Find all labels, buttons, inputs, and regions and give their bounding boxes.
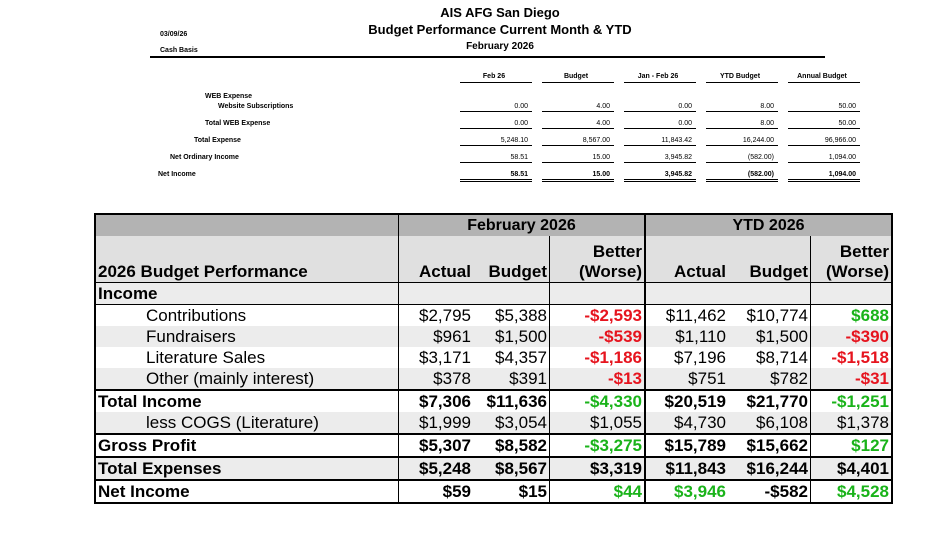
cell: $378 bbox=[399, 368, 474, 390]
report-row-label: Total Expense bbox=[194, 136, 241, 144]
report-col-header: YTD Budget bbox=[706, 70, 778, 83]
report-header-rule bbox=[150, 56, 825, 58]
cell: $15 bbox=[473, 480, 550, 503]
cell: -$539 bbox=[550, 326, 646, 347]
cell: $10,774 bbox=[728, 305, 811, 327]
report-row-label: Net Income bbox=[158, 171, 196, 179]
col-actual-ytd: Actual bbox=[645, 236, 728, 283]
cell: $688 bbox=[811, 305, 893, 327]
cell: $5,248 bbox=[399, 457, 474, 480]
col-better-ytd-line2: (Worse) bbox=[826, 262, 889, 281]
report-cell: 96,966.00 bbox=[788, 135, 860, 146]
cell: $1,110 bbox=[645, 326, 728, 347]
row-label: Contributions bbox=[95, 305, 399, 327]
table-row-total-income bbox=[95, 390, 892, 412]
report-row bbox=[150, 118, 860, 129]
cell: $3,171 bbox=[419, 347, 471, 367]
cell: $8,714 bbox=[728, 347, 811, 368]
report-cell: (582.00) bbox=[706, 152, 778, 163]
cell: $4,357 bbox=[473, 347, 550, 368]
budget-summary-table bbox=[94, 213, 893, 504]
cell: $15,662 bbox=[728, 434, 811, 457]
summary-band-row bbox=[95, 214, 892, 236]
band-ytd: YTD 2026 bbox=[645, 214, 892, 236]
summary-header-row bbox=[95, 236, 892, 283]
report-cell: 1,094.00 bbox=[788, 169, 860, 181]
cell: $1,500 bbox=[728, 326, 811, 347]
col-budget: Budget bbox=[473, 236, 550, 283]
cell: $44 bbox=[550, 480, 646, 503]
report-cell: 50.00 bbox=[788, 118, 860, 129]
section-income-row bbox=[95, 283, 892, 305]
row-label: Total Expenses bbox=[95, 457, 399, 480]
report-cell: 15.00 bbox=[542, 152, 614, 163]
report-col-header: Feb 26 bbox=[460, 70, 532, 83]
table-row bbox=[95, 305, 892, 327]
cell: $1,055 bbox=[550, 412, 646, 434]
row-label: less COGS (Literature) bbox=[95, 412, 399, 434]
cell: $1,378 bbox=[811, 412, 893, 434]
report-cell: 8.00 bbox=[706, 118, 778, 129]
cell: $3,946 bbox=[645, 480, 728, 503]
cell: $3,319 bbox=[550, 457, 646, 480]
report-col-header: Budget bbox=[542, 70, 614, 83]
section-income: Income bbox=[95, 283, 399, 305]
cell: -$1,186 bbox=[550, 347, 646, 368]
report-cell: (582.00) bbox=[706, 169, 778, 181]
row-label: Total Income bbox=[95, 390, 399, 412]
cell: $8,582 bbox=[473, 434, 550, 457]
report-cell: 8,567.00 bbox=[542, 135, 614, 146]
cell: -$1,251 bbox=[811, 390, 893, 412]
report-cell: 3,945.82 bbox=[624, 169, 696, 181]
report-cell: 11,843.42 bbox=[624, 135, 696, 146]
report-row bbox=[150, 91, 860, 101]
cell: -$13 bbox=[550, 368, 646, 390]
cell: -$582 bbox=[728, 480, 811, 503]
cell: $11,636 bbox=[473, 390, 550, 412]
report-row-label: Website Subscriptions bbox=[218, 102, 294, 110]
cell: $3,054 bbox=[473, 412, 550, 434]
report-row-label: Total WEB Expense bbox=[205, 119, 271, 127]
report-row bbox=[150, 101, 860, 112]
table-row bbox=[95, 347, 892, 368]
col-better-worse bbox=[550, 236, 646, 283]
cell: $1,999 bbox=[399, 412, 474, 434]
report-row bbox=[150, 152, 860, 163]
report-row-label: Net Ordinary Income bbox=[170, 153, 239, 161]
report-cell: 58.51 bbox=[460, 169, 532, 181]
report-cell: 50.00 bbox=[788, 101, 860, 112]
cell: $11,843 bbox=[645, 457, 728, 480]
report-cell: 58.51 bbox=[460, 152, 532, 163]
cell: $4,528 bbox=[811, 480, 893, 503]
cell: $7,306 bbox=[399, 390, 474, 412]
cell: $391 bbox=[473, 368, 550, 390]
cell: -$390 bbox=[811, 326, 893, 347]
cell: -$4,330 bbox=[550, 390, 646, 412]
report-cell: 4.00 bbox=[542, 101, 614, 112]
report-cell: 0.00 bbox=[460, 118, 532, 129]
cell: $7,196 bbox=[674, 347, 726, 367]
table-row-net-income bbox=[95, 480, 892, 503]
cell: -$2,593 bbox=[550, 305, 646, 327]
report-row bbox=[150, 169, 860, 181]
col-better-line1: Better bbox=[592, 242, 642, 261]
report-date: 03/09/26 bbox=[160, 31, 188, 38]
cell: $21,770 bbox=[728, 390, 811, 412]
cell: $127 bbox=[811, 434, 893, 457]
row-label: Net Income bbox=[95, 480, 399, 503]
report-col-header: Annual Budget bbox=[788, 70, 860, 83]
cell: -$31 bbox=[811, 368, 893, 390]
cell: $751 bbox=[645, 368, 728, 390]
report-row-label: WEB Expense bbox=[205, 92, 253, 100]
report-org: AIS AFG San Diego bbox=[440, 5, 560, 20]
cell: $8,567 bbox=[473, 457, 550, 480]
row-label: Fundraisers bbox=[95, 326, 399, 347]
table-row-gross-profit bbox=[95, 434, 892, 457]
cell: $4,730 bbox=[645, 412, 728, 434]
cell: $961 bbox=[399, 326, 474, 347]
table-row bbox=[95, 368, 892, 390]
cell: $2,795 bbox=[419, 305, 471, 325]
cell: $59 bbox=[399, 480, 474, 503]
report-row bbox=[150, 135, 860, 146]
cell: -$1,518 bbox=[811, 347, 893, 368]
report-cell: 4.00 bbox=[542, 118, 614, 129]
report-cell: 8.00 bbox=[706, 101, 778, 112]
cell: $5,307 bbox=[399, 434, 474, 457]
cell: -$3,275 bbox=[550, 434, 646, 457]
summary-title: 2026 Budget Performance bbox=[95, 236, 399, 283]
table-row bbox=[95, 326, 892, 347]
table-row-total-expenses bbox=[95, 457, 892, 480]
row-label: Other (mainly interest) bbox=[95, 368, 399, 390]
table-row bbox=[95, 412, 892, 434]
report-cell: 3,945.82 bbox=[624, 152, 696, 163]
cell: $20,519 bbox=[645, 390, 728, 412]
report-col-header: Jan - Feb 26 bbox=[624, 70, 696, 83]
cell: $1,500 bbox=[473, 326, 550, 347]
cell: $6,108 bbox=[728, 412, 811, 434]
col-budget-ytd: Budget bbox=[728, 236, 811, 283]
report-cell: 1,094.00 bbox=[788, 152, 860, 163]
col-better-ytd-line1: Better bbox=[839, 242, 889, 261]
report-basis: Cash Basis bbox=[160, 47, 198, 54]
report-table bbox=[150, 70, 860, 182]
band-february: February 2026 bbox=[399, 214, 646, 236]
report-period: February 2026 bbox=[466, 41, 534, 52]
col-actual: Actual bbox=[399, 236, 474, 283]
report-cell: 15.00 bbox=[542, 169, 614, 181]
cell: $5,388 bbox=[473, 305, 550, 327]
report-cell: 0.00 bbox=[624, 118, 696, 129]
row-label: Literature Sales bbox=[95, 347, 399, 368]
report-cell: 0.00 bbox=[624, 101, 696, 112]
cell: $15,789 bbox=[645, 434, 728, 457]
report-cell: 16,244.00 bbox=[706, 135, 778, 146]
col-better-worse-ytd bbox=[811, 236, 893, 283]
cell: $782 bbox=[728, 368, 811, 390]
report-cell: 0.00 bbox=[460, 101, 532, 112]
col-better-line2: (Worse) bbox=[579, 262, 642, 281]
cell: $11,462 bbox=[665, 305, 726, 325]
cell: $4,401 bbox=[811, 457, 893, 480]
report-cell: 5,248.10 bbox=[460, 135, 532, 146]
cell: $16,244 bbox=[728, 457, 811, 480]
report-title: Budget Performance Current Month & YTD bbox=[368, 22, 632, 37]
row-label: Gross Profit bbox=[95, 434, 399, 457]
